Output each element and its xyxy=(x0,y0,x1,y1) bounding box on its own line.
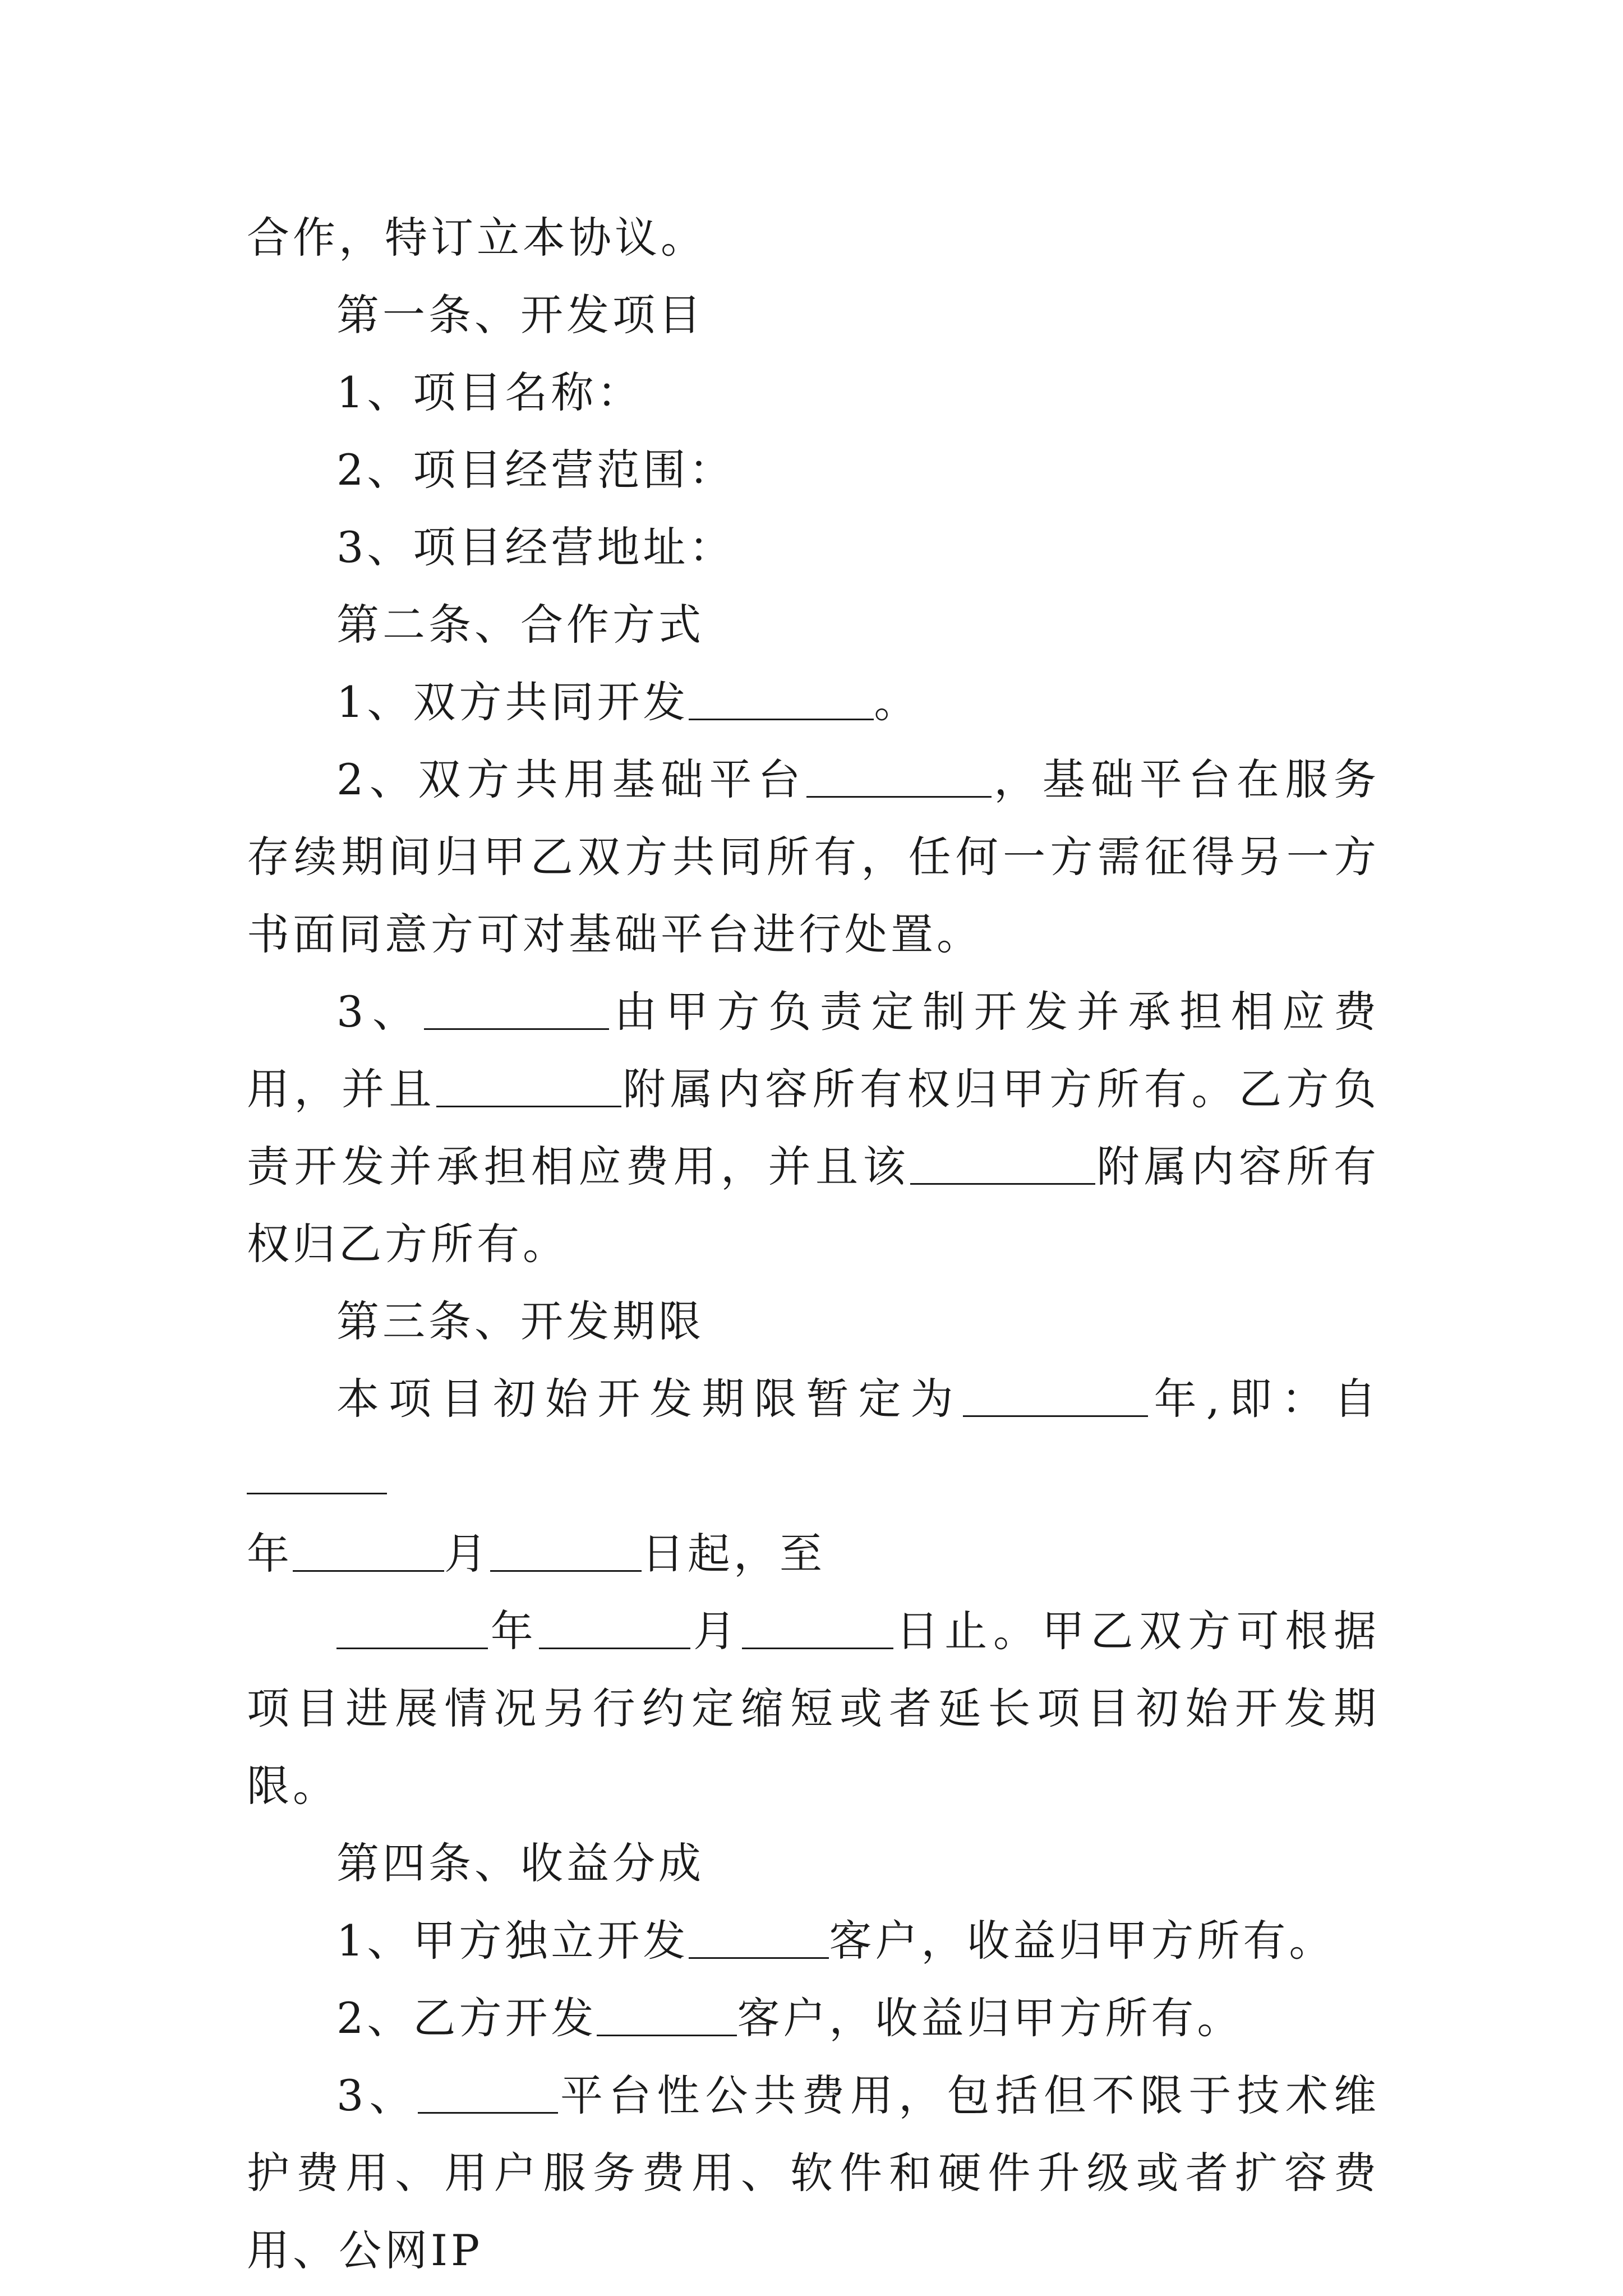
cooperation-item-1-text: 1、双方共同开发 xyxy=(336,677,689,727)
project-scope-item xyxy=(247,431,1380,509)
cooperation-item-2 xyxy=(247,741,1380,973)
cooperation-item-3-num: 3、 xyxy=(336,987,424,1037)
project-name-label: 1、项目名称： xyxy=(336,367,643,417)
period-text: 本项目初始开发期限暂定为 xyxy=(336,1374,963,1424)
cooperation-item-3 xyxy=(247,973,1380,1283)
article-1-heading xyxy=(247,277,1380,354)
blank-line xyxy=(490,1527,642,1572)
blank-line xyxy=(293,1527,444,1572)
project-scope-label: 2、项目经营范围： xyxy=(336,445,735,495)
agreement-body xyxy=(247,199,1380,2289)
period-end-month: 月 xyxy=(690,1606,742,1656)
period-end-year: 年 xyxy=(488,1606,540,1656)
revenue-item-3-rest: 平台性公共费用，包括但不限于技术维护费用、用户服务费用、软件和硬件升级或者扩容费用、公网IP xyxy=(247,2070,1380,2275)
period-month-label: 月 xyxy=(444,1529,490,1579)
cooperation-item-1 xyxy=(247,664,1380,741)
cooperation-item-3-part2: 附属内容所有权归甲方所有。乙方负责开发并承担相应费用，并且该 xyxy=(247,1064,1380,1191)
blank-line xyxy=(689,1915,829,1959)
cooperation-item-1-end: 。 xyxy=(874,677,920,727)
revenue-item-2-rest: 客户，收益归甲方所有。 xyxy=(737,1993,1243,2043)
blank-line xyxy=(910,1140,1095,1185)
revenue-item-2 xyxy=(247,1980,1380,2057)
revenue-item-3 xyxy=(247,2057,1380,2289)
period-year-label: 年 xyxy=(247,1529,293,1579)
project-name-item xyxy=(247,354,1380,431)
blank-line xyxy=(424,986,609,1030)
article-1-title: 第一条、开发项目 xyxy=(336,290,704,340)
revenue-item-2-text: 2、乙方开发 xyxy=(336,1993,597,2043)
blank-line xyxy=(418,2069,558,2114)
cooperation-item-3-part3: 附属内容所有权归乙方所有。 xyxy=(247,1142,1380,1269)
project-address-label: 3、项目经营地址： xyxy=(336,522,735,572)
blank-line xyxy=(597,1992,737,2036)
cooperation-item-2-text: 2、双方共用基础平台 xyxy=(336,754,806,804)
revenue-item-3-num: 3、 xyxy=(336,2070,418,2120)
article-4-heading xyxy=(247,1825,1380,1902)
blank-line xyxy=(806,753,992,798)
cooperation-item-2-rest: ，基础平台在服务存续期间归甲乙双方共同所有，任何一方需征得另一方书面同意方可对基础平台进行处置。 xyxy=(247,754,1380,959)
project-address-item xyxy=(247,509,1380,586)
blank-line xyxy=(539,1605,690,1649)
intro-paragraph xyxy=(247,199,1380,277)
article-2-heading xyxy=(247,586,1380,664)
period-end-text: 日止。甲乙双方可根据项目进展情况另行约定缩短或者延长项目初始开发期限。 xyxy=(247,1606,1380,1811)
article-2-title: 第二条、合作方式 xyxy=(336,600,704,650)
article-3-heading xyxy=(247,1283,1380,1360)
cooperation-item-3-part1: 由甲方负责定制开发并承担相应费用，并且 xyxy=(247,987,1380,1114)
blank-line xyxy=(689,676,874,720)
blank-line xyxy=(963,1373,1148,1417)
period-year-from: 年,即：自 xyxy=(1147,1374,1380,1424)
period-day-start: 日起，至 xyxy=(642,1529,826,1579)
period-paragraph xyxy=(247,1360,1380,1593)
period-end-paragraph xyxy=(247,1593,1380,1825)
blank-line xyxy=(436,1063,621,1107)
revenue-item-1-rest: 客户，收益归甲方所有。 xyxy=(829,1916,1335,1966)
revenue-item-1 xyxy=(247,1902,1380,1980)
article-4-title: 第四条、收益分成 xyxy=(336,1838,704,1888)
blank-line xyxy=(742,1605,893,1649)
blank-line xyxy=(247,1450,387,1494)
revenue-item-1-text: 1、甲方独立开发 xyxy=(336,1916,689,1966)
intro-text: 合作，特订立本协议。 xyxy=(247,213,707,263)
blank-line xyxy=(336,1605,488,1649)
article-3-title: 第三条、开发期限 xyxy=(336,1296,704,1346)
